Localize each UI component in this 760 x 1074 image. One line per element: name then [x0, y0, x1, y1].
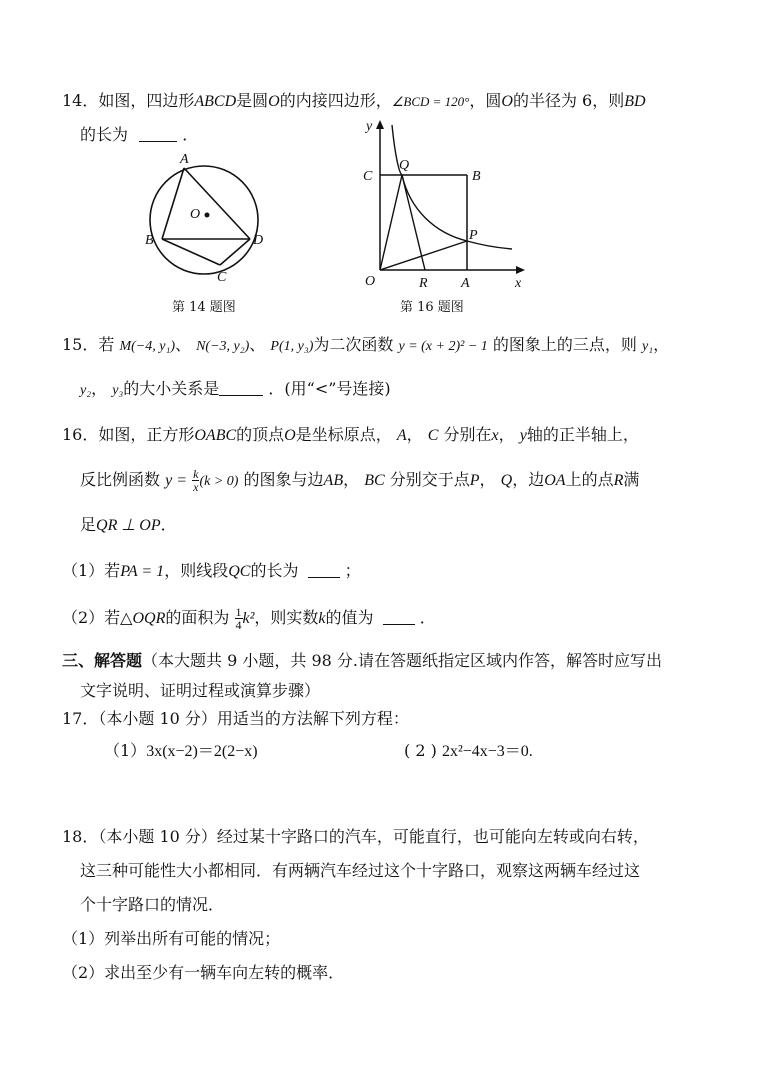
text: 分别在 [443, 425, 492, 444]
answer-blank [383, 610, 415, 625]
math: y₃ [112, 383, 124, 398]
text: ， [498, 425, 515, 444]
answer-blank [139, 127, 177, 142]
math: QC [228, 563, 251, 580]
math: Q [500, 472, 513, 489]
q18-part2 [62, 962, 344, 984]
text: 的半径为 6，则 [512, 91, 625, 110]
text: ( 2 ) [404, 741, 437, 760]
text: 的值为 [325, 608, 374, 627]
text: 个十字路口的情况． [80, 895, 225, 914]
q17-eq1 [104, 740, 258, 763]
text: （2）若△ [62, 608, 133, 627]
q15-line2 [80, 378, 391, 402]
label-y: y [366, 119, 373, 134]
math: y [519, 427, 527, 444]
q18-line1 [62, 826, 649, 848]
text: ． [419, 608, 436, 627]
text: （2）求出至少有一辆车向左转的概率． [62, 963, 345, 982]
answer-blank [219, 381, 263, 396]
text: 15．若 [62, 335, 115, 354]
point-n: N(−3, y₂) [196, 339, 250, 354]
section-title: 三、解答题 [62, 651, 143, 670]
q14-line2 [80, 124, 198, 146]
text: （1）若 [62, 561, 121, 580]
numerator: 1 [235, 605, 242, 619]
text: 16．如图，正方形 [62, 425, 195, 444]
math: y₂ [80, 383, 92, 398]
math: A [396, 427, 407, 444]
text: ， [343, 470, 360, 489]
text: 满 [623, 470, 640, 489]
label-o: O [365, 274, 376, 289]
text: 上的点 [565, 470, 614, 489]
text: 的内接四边形， [279, 91, 392, 110]
text: 的图象与边 [243, 470, 324, 489]
math: k [318, 610, 326, 627]
math: R [613, 472, 624, 489]
condition: (k > 0) [199, 474, 239, 489]
text: ，则实数 [254, 608, 319, 627]
math: PA = 1 [120, 563, 165, 580]
text: 文字说明、证明过程或演算步骤） [80, 681, 321, 700]
q17-eq2 [404, 740, 533, 763]
label-a: A [461, 276, 470, 291]
text: 、 [174, 335, 191, 354]
label-b: B [472, 169, 481, 184]
angle-expression: ∠BCD = 120° [391, 94, 470, 109]
section3-line1 [62, 650, 662, 672]
function-expression: y = (x + 2)² − 1 [398, 339, 488, 354]
segment-ad [184, 168, 250, 239]
math: O [501, 93, 513, 110]
q18-part1 [62, 928, 280, 950]
text: 14．如图，四边形 [62, 91, 195, 110]
figure-14-caption: 第 14 题图 [172, 300, 236, 315]
q16-line2 [80, 466, 639, 496]
text: 18．（本小题 10 分）经过某十字路口的汽车，可能直行，也可能向左转或向右转， [62, 827, 649, 846]
text: ， [406, 425, 423, 444]
math: BC [364, 472, 385, 489]
denominator: x [193, 480, 199, 494]
label-b: B [145, 233, 154, 248]
q15-line1 [62, 334, 669, 358]
text: 的图象上的三点，则 [492, 335, 637, 354]
q18-line2 [80, 860, 640, 882]
figure-16-caption: 第 16 题图 [400, 300, 464, 315]
q14-line1 [62, 90, 646, 113]
label-d: D [253, 233, 264, 248]
figure-16 [355, 115, 535, 295]
text: 反比例函数 [80, 470, 161, 489]
math: y = [165, 472, 188, 489]
point-p: P(1, y₃) [270, 339, 314, 354]
text: 这三种可能性大小都相同．有两辆汽车经过这个十字路口，观察这两辆车经过这 [80, 861, 641, 880]
q16-part2 [62, 604, 436, 633]
math: OQR [132, 610, 166, 627]
text: 的长为 [80, 125, 129, 144]
text: 17．（本小题 10 分）用适当的方法解下列方程： [62, 709, 409, 728]
equation-2: 2x²−4x−3＝0. [441, 743, 533, 760]
point-m: M(−4, y₁) [119, 339, 175, 354]
fraction-one-quarter [235, 606, 243, 631]
math: OABC [194, 427, 237, 444]
text: ， [653, 335, 670, 354]
text: ，圆 [469, 91, 502, 110]
text: ，边 [512, 470, 545, 489]
q16-line3 [80, 514, 177, 537]
section3-line2 [80, 680, 320, 702]
text: 足 [80, 515, 97, 534]
label-r: R [419, 276, 428, 291]
numerator: k [193, 467, 199, 481]
math: P [469, 472, 480, 489]
label-o: O [190, 207, 201, 222]
text: ， [479, 470, 496, 489]
text: ． [160, 515, 177, 534]
answer-blank [308, 563, 340, 578]
segment-oq [380, 175, 402, 270]
text: 的顶点 [236, 425, 285, 444]
text: （1） [104, 741, 147, 760]
q18-line3 [80, 894, 224, 916]
math: y₁ [641, 339, 654, 354]
math: x [491, 427, 499, 444]
text: ． [182, 125, 199, 144]
math: C [427, 427, 439, 444]
math: AB [323, 472, 344, 489]
text: 分别交于点 [389, 470, 470, 489]
text: （本大题共 9 小题，共 98 分.请在答题纸指定区域内作答，解答时应写出 [142, 651, 662, 670]
label-x: x [515, 276, 522, 291]
hyperbola [392, 125, 512, 249]
text: 的长为 [250, 561, 299, 580]
text: ．(用“<”号连接) [268, 379, 391, 398]
text: 为二次函数 [313, 335, 394, 354]
math: O [284, 427, 296, 444]
equation-1: 3x(x−2)＝2(2−x) [146, 743, 258, 760]
segment-bc [162, 239, 220, 265]
center-point [205, 213, 210, 218]
q17-stem [62, 708, 409, 730]
label-c: C [363, 169, 373, 184]
math: O [268, 93, 280, 110]
label-a: A [180, 152, 189, 167]
text: 是坐标原点， [295, 425, 392, 444]
math: ABCD [194, 93, 237, 110]
q16-part1 [62, 560, 361, 583]
q16-line1 [62, 424, 639, 447]
text: 的面积为 [165, 608, 230, 627]
math: BD [624, 93, 646, 110]
text: （1）列举出所有可能的情况； [62, 929, 281, 948]
segment-cd [220, 239, 250, 265]
denominator: 4 [235, 618, 242, 632]
label-p: P [469, 228, 478, 243]
text: 是圆 [236, 91, 269, 110]
label-c: C [217, 270, 227, 285]
text: ， [91, 379, 108, 398]
segment-ab [162, 168, 184, 239]
label-q: Q [399, 158, 410, 173]
text: ； [344, 561, 361, 580]
x-axis-arrow [516, 266, 525, 274]
figure-14 [140, 148, 280, 288]
math: QR ⊥ OP [96, 517, 161, 534]
y-axis-arrow [376, 120, 384, 129]
math: k² [242, 610, 255, 627]
text: 、 [249, 335, 266, 354]
text: 的大小关系是 [123, 379, 220, 398]
math: OA [544, 472, 566, 489]
text: 轴的正半轴上， [526, 425, 639, 444]
text: ，则线段 [164, 561, 229, 580]
